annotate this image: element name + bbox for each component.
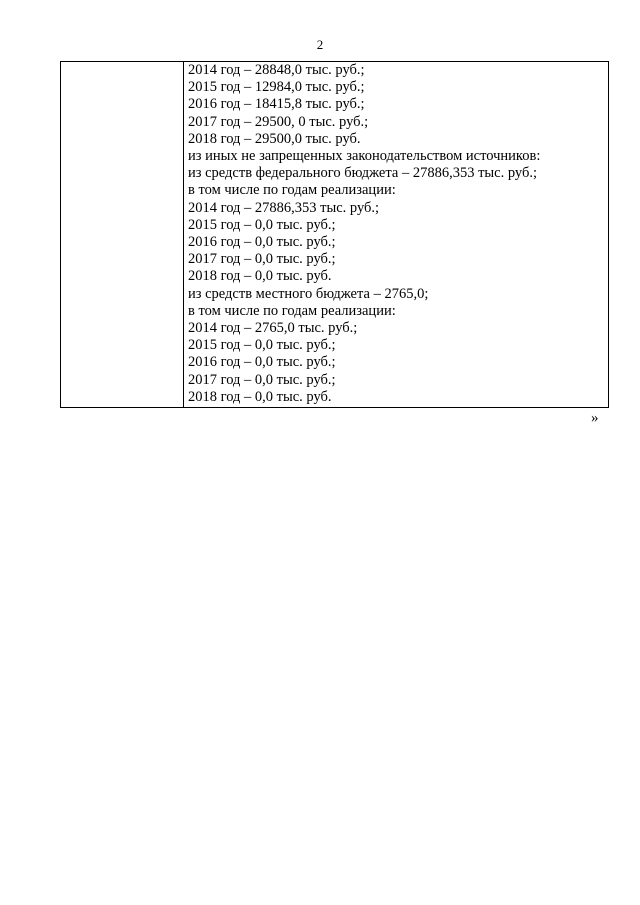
funding-line: из иных не запрещенных законодательством источников: <box>188 148 541 165</box>
left-cell <box>61 62 184 408</box>
page-number: 2 <box>316 37 324 52</box>
funding-lines <box>184 62 608 407</box>
funding-line: 2014 год – 27886,353 тыс. руб.; <box>188 199 380 216</box>
right-cell <box>184 62 609 408</box>
funding-line: 2016 год – 0,0 тыс. руб.; <box>188 354 336 371</box>
funding-line: из средств федерального бюджета – 27886,353 тыс. руб.; <box>188 165 537 182</box>
funding-line: 2017 год – 0,0 тыс. руб.; <box>188 251 336 268</box>
funding-line: 2014 год – 2765,0 тыс. руб.; <box>188 320 358 337</box>
funding-line: 2018 год – 0,0 тыс. руб. <box>188 388 332 405</box>
funding-line: 2015 год – 0,0 тыс. руб.; <box>188 216 336 233</box>
funding-line: в том числе по годам реализации: <box>188 302 396 319</box>
funding-line: в том числе по годам реализации: <box>188 182 396 199</box>
closing-quote: » <box>591 410 599 426</box>
funding-line: из средств местного бюджета – 2765,0; <box>188 285 429 302</box>
funding-table <box>60 61 609 408</box>
funding-line: 2015 год – 12984,0 тыс. руб.; <box>188 79 365 96</box>
funding-line: 2017 год – 0,0 тыс. руб.; <box>188 371 336 388</box>
funding-line: 2016 год – 0,0 тыс. руб.; <box>188 234 336 251</box>
funding-line: 2016 год – 18415,8 тыс. руб.; <box>188 96 365 113</box>
table-row <box>61 62 609 408</box>
funding-line: 2017 год – 29500, 0 тыс. руб.; <box>188 113 369 130</box>
funding-line: 2014 год – 28848,0 тыс. руб.; <box>188 62 365 78</box>
funding-line: 2018 год – 29500,0 тыс. руб. <box>188 130 361 147</box>
funding-line: 2018 год – 0,0 тыс. руб. <box>188 268 332 285</box>
funding-line: 2015 год – 0,0 тыс. руб.; <box>188 337 336 354</box>
